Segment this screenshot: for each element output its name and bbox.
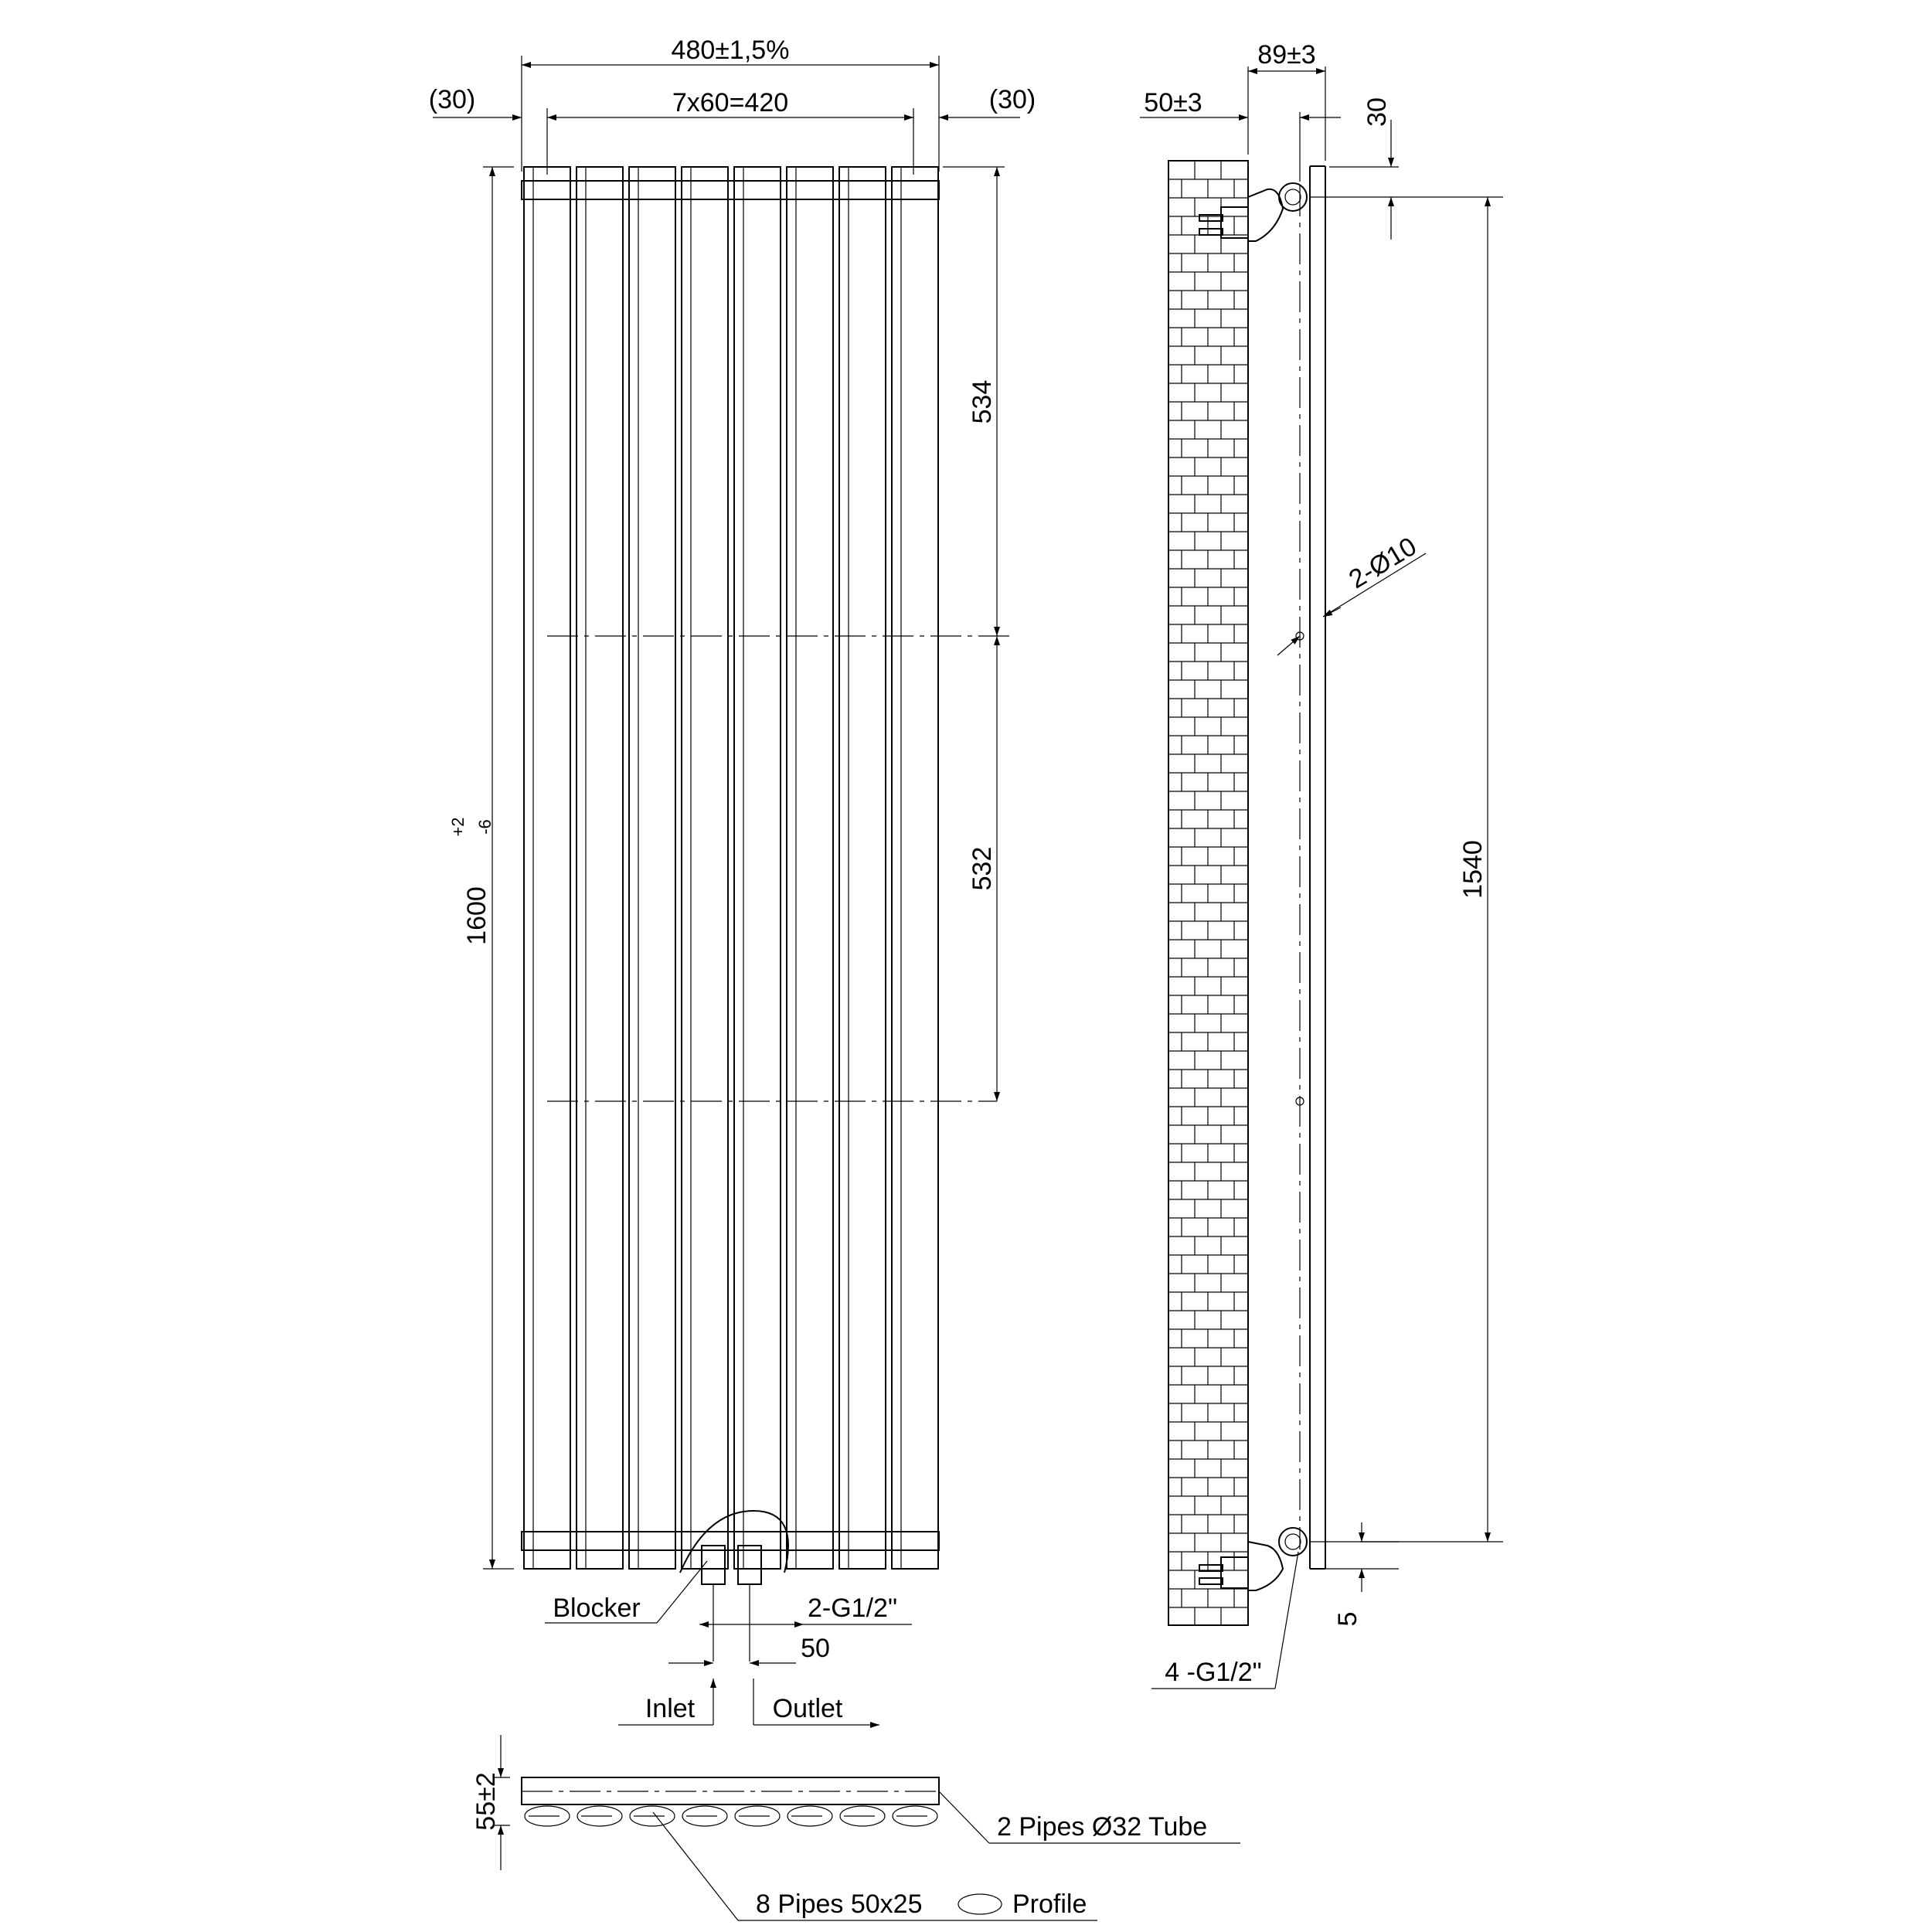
pipes-text: 8 Pipes 50x25 <box>756 1889 923 1919</box>
bottom-bracket <box>1248 1542 1283 1590</box>
port-leader <box>1275 1552 1298 1689</box>
tube <box>577 167 623 1569</box>
hole-arrow-in <box>1277 636 1300 655</box>
tube <box>839 167 886 1569</box>
outlet-nipple <box>738 1569 761 1584</box>
offset-right-text: (30) <box>988 85 1036 114</box>
top-bracket <box>1248 189 1283 241</box>
pitch-dim-text: 7x60=420 <box>672 88 789 117</box>
thread-text: 2-G1/2" <box>808 1594 898 1623</box>
brick-pattern <box>1168 161 1248 1625</box>
height-tol-minus: -6 <box>475 819 495 835</box>
tube <box>629 167 675 1569</box>
spacing-text: 50 <box>801 1634 830 1663</box>
bottom-header-inner <box>1285 1534 1301 1549</box>
tube <box>892 167 938 1569</box>
outlet-valve <box>738 1546 761 1569</box>
depth-dim-text: 89±3 <box>1257 40 1316 70</box>
top-header-bar <box>522 181 939 199</box>
bottom-header-circle <box>1279 1528 1307 1556</box>
front-view <box>429 36 1036 1725</box>
tube <box>682 167 728 1569</box>
side-view <box>1140 40 1503 1689</box>
blocker-text: Blocker <box>553 1594 641 1623</box>
inlet-text: Inlet <box>645 1694 696 1723</box>
inlet-nipple <box>702 1569 725 1584</box>
profile-group <box>525 1806 937 1826</box>
top-depth-text: 55±2 <box>471 1772 501 1831</box>
center-dim-text: 1540 <box>1458 840 1488 899</box>
height-tol-plus: +2 <box>448 817 468 837</box>
height-dim-text: 1600 <box>462 886 492 945</box>
width-dim-text: 480±1,5% <box>671 36 790 65</box>
top-anchor-2 <box>1199 229 1223 235</box>
profile-symbol <box>958 1894 1002 1914</box>
header-leader <box>939 1791 989 1843</box>
tube-group <box>524 167 938 1569</box>
inlet-valve <box>702 1546 725 1569</box>
bottom-anchor-2 <box>1199 1578 1223 1584</box>
blocker-leader <box>657 1561 707 1623</box>
pipes-leader <box>653 1812 738 1920</box>
tube <box>524 167 570 1569</box>
profile-text: Profile <box>1012 1889 1087 1919</box>
offset-left-text: (30) <box>428 85 476 114</box>
top-header-inner <box>1285 189 1301 205</box>
port-text: 4 -G1/2" <box>1165 1658 1262 1687</box>
bottom-offset-text: 5 <box>1333 1611 1362 1627</box>
top-anchor-1 <box>1199 215 1223 221</box>
outlet-text: Outlet <box>772 1694 843 1723</box>
bottom-header-bar <box>522 1532 939 1550</box>
bracket-upper-dim-text: 534 <box>968 379 997 424</box>
bracket-lower-dim-text: 532 <box>968 846 997 891</box>
header-text: 2 Pipes Ø32 Tube <box>997 1812 1208 1842</box>
hole-text: 2-Ø10 <box>1344 531 1422 595</box>
top-view <box>471 1735 1240 1920</box>
tube <box>734 167 781 1569</box>
top-offset-text: 30 <box>1362 97 1392 127</box>
wall-dim-text: 50±3 <box>1144 88 1202 117</box>
tube <box>787 167 833 1569</box>
